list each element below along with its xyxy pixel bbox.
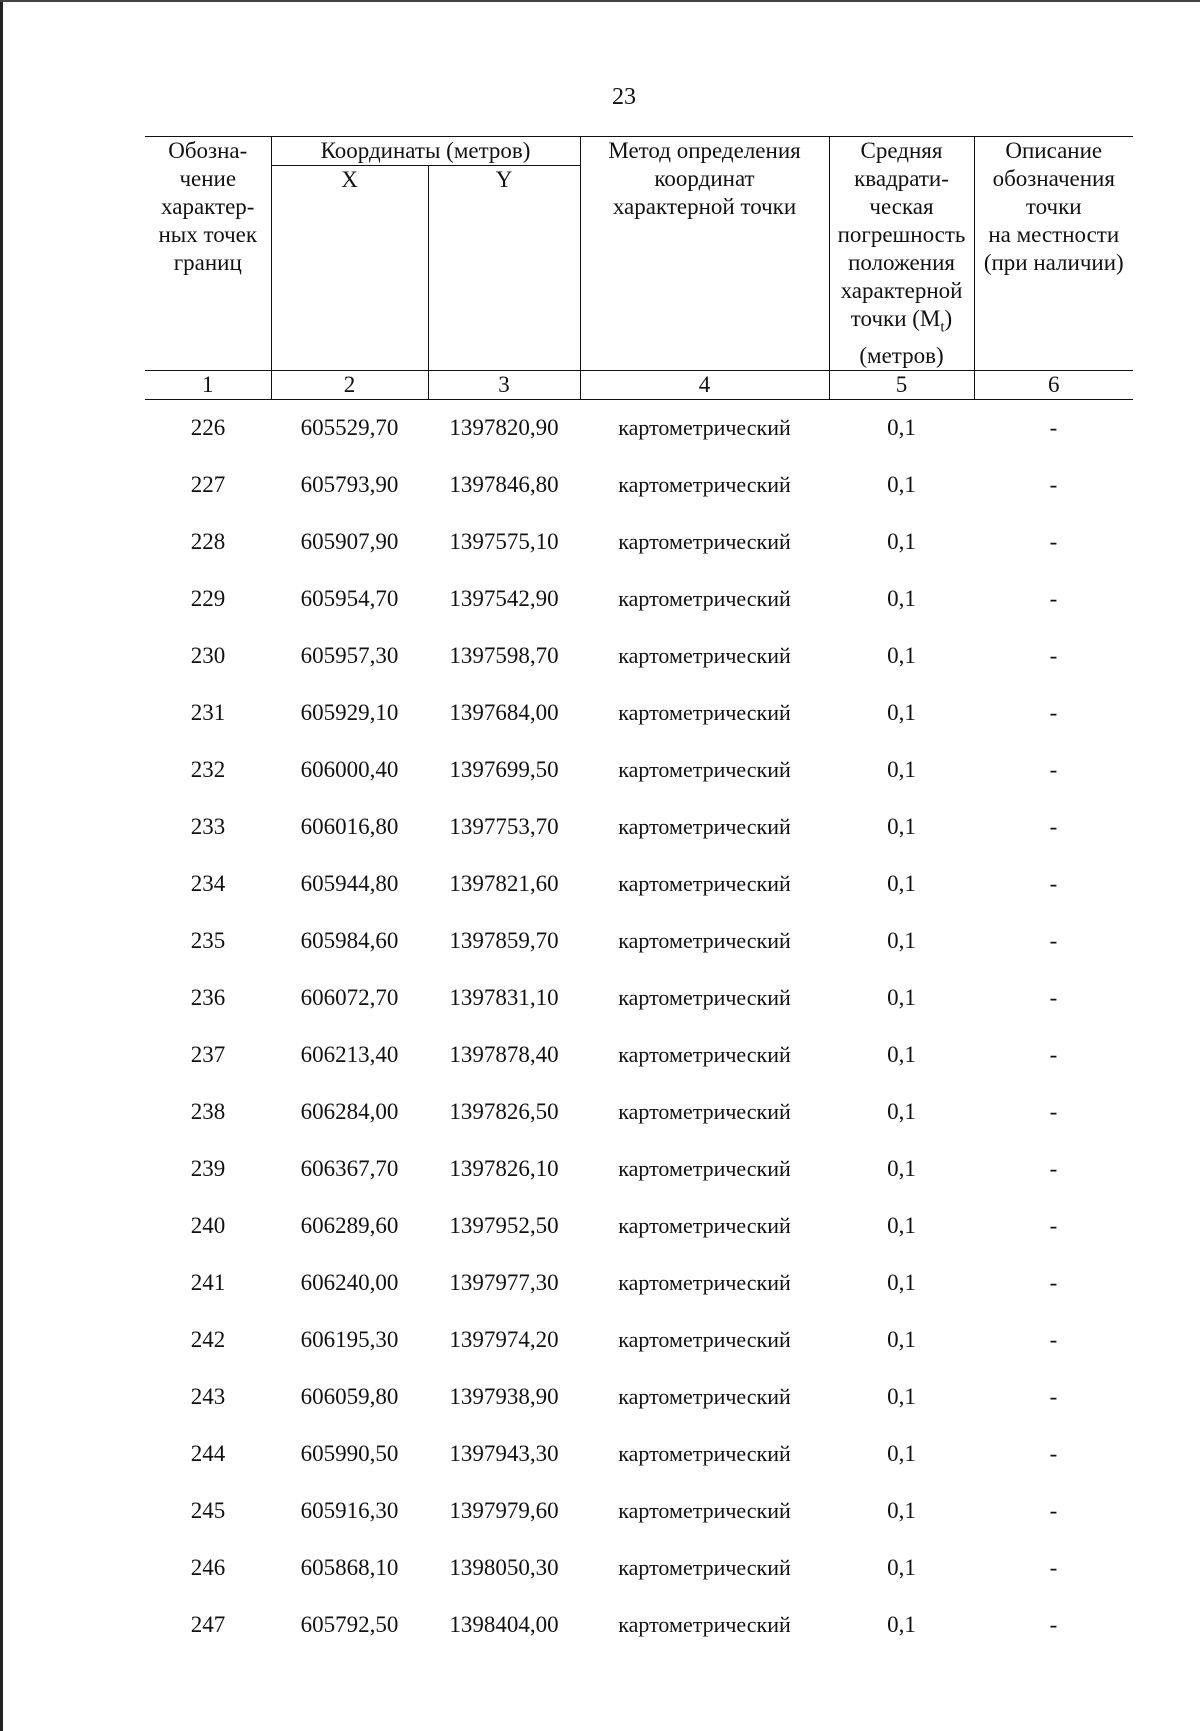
table-row	[145, 1426, 1133, 1483]
error-value-cell: 0,1	[887, 1099, 916, 1125]
x-coordinate-cell: 605907,90	[300, 529, 399, 555]
point-designation-cell: 237	[190, 1042, 226, 1068]
y-coordinate-cell: 1397820,90	[449, 415, 559, 441]
error-value-cell: 0,1	[887, 1384, 916, 1410]
y-coordinate-cell: 1397979,60	[449, 1498, 559, 1524]
header-point-designation: Обозна- чение характер- ных точек границ	[145, 137, 271, 371]
method-cell: картометрический	[618, 928, 791, 954]
y-coordinate-cell: 1397699,50	[449, 757, 559, 783]
error-value-cell: 0,1	[887, 586, 916, 612]
method-cell: картометрический	[618, 871, 791, 897]
point-designation-cell: 243	[190, 1384, 226, 1410]
method-cell: картометрический	[618, 1042, 791, 1068]
error-value-cell: 0,1	[887, 814, 916, 840]
coordinates-table	[145, 136, 1133, 1654]
method-cell: картометрический	[618, 1156, 791, 1182]
y-coordinate-cell: 1397846,80	[449, 472, 559, 498]
y-coordinate-cell: 1397878,40	[449, 1042, 559, 1068]
x-coordinate-cell: 605957,30	[300, 643, 399, 669]
description-cell: -	[1049, 1612, 1058, 1638]
error-value-cell: 0,1	[887, 1441, 916, 1467]
table-row	[145, 1483, 1133, 1540]
error-value-cell: 0,1	[887, 871, 916, 897]
x-coordinate-cell: 606000,40	[300, 757, 399, 783]
y-coordinate-cell: 1398050,30	[449, 1555, 559, 1581]
error-value-cell: 0,1	[887, 1156, 916, 1182]
error-value-cell: 0,1	[887, 700, 916, 726]
point-designation-cell: 234	[190, 871, 226, 897]
method-cell: картометрический	[618, 1555, 791, 1581]
table-row	[145, 742, 1133, 799]
description-cell: -	[1049, 1099, 1058, 1125]
method-cell: картометрический	[618, 472, 791, 498]
description-cell: -	[1049, 1327, 1058, 1353]
description-cell: -	[1049, 700, 1058, 726]
description-cell: -	[1049, 928, 1058, 954]
point-designation-cell: 246	[190, 1555, 226, 1581]
y-coordinate-cell: 1397575,10	[449, 529, 559, 555]
table-row	[145, 1540, 1133, 1597]
point-designation-cell: 231	[190, 700, 226, 726]
column-number: 3	[428, 370, 580, 399]
method-cell: картометрический	[618, 985, 791, 1011]
point-designation-cell: 229	[190, 586, 226, 612]
y-coordinate-cell: 1397542,90	[449, 586, 559, 612]
x-coordinate-cell: 606195,30	[300, 1327, 399, 1353]
y-coordinate-cell: 1397952,50	[449, 1213, 559, 1239]
x-coordinate-cell: 605944,80	[300, 871, 399, 897]
point-designation-cell: 238	[190, 1099, 226, 1125]
y-coordinate-cell: 1397753,70	[449, 814, 559, 840]
y-coordinate-cell: 1397859,70	[449, 928, 559, 954]
column-numbering-row	[145, 370, 1133, 399]
point-designation-cell: 239	[190, 1156, 226, 1182]
x-coordinate-cell: 606213,40	[300, 1042, 399, 1068]
error-value-cell: 0,1	[887, 472, 916, 498]
header-method: Метод определения координат характерной точки	[580, 137, 829, 371]
x-coordinate-cell: 605929,10	[300, 700, 399, 726]
y-coordinate-cell: 1397826,10	[449, 1156, 559, 1182]
y-coordinate-cell: 1398404,00	[449, 1612, 559, 1638]
method-cell: картометрический	[618, 814, 791, 840]
scan-edge-top	[0, 0, 1200, 2]
point-designation-cell: 227	[190, 472, 226, 498]
point-designation-cell: 242	[190, 1327, 226, 1353]
header-description: Описание обозначения точки на местности (при наличии)	[974, 137, 1133, 371]
table-row	[145, 970, 1133, 1027]
point-designation-cell: 235	[190, 928, 226, 954]
method-cell: картометрический	[618, 415, 791, 441]
error-value-cell: 0,1	[887, 1498, 916, 1524]
table-row	[145, 1255, 1133, 1312]
point-designation-cell: 245	[190, 1498, 226, 1524]
column-number: 4	[580, 370, 829, 399]
method-cell: картометрический	[618, 1270, 791, 1296]
description-cell: -	[1049, 757, 1058, 783]
x-coordinate-cell: 606059,80	[300, 1384, 399, 1410]
table-header	[145, 137, 1133, 400]
description-cell: -	[1049, 643, 1058, 669]
x-coordinate-cell: 606284,00	[300, 1099, 399, 1125]
description-cell: -	[1049, 1384, 1058, 1410]
y-coordinate-cell: 1397974,20	[449, 1327, 559, 1353]
table-row	[145, 1369, 1133, 1426]
method-cell: картометрический	[618, 1384, 791, 1410]
method-cell: картометрический	[618, 1612, 791, 1638]
description-cell: -	[1049, 1213, 1058, 1239]
description-cell: -	[1049, 415, 1058, 441]
table-row	[145, 514, 1133, 571]
y-coordinate-cell: 1397938,90	[449, 1384, 559, 1410]
x-coordinate-cell: 605792,50	[300, 1612, 399, 1638]
table-row	[145, 1198, 1133, 1255]
description-cell: -	[1049, 472, 1058, 498]
table-row	[145, 799, 1133, 856]
x-coordinate-cell: 605916,30	[300, 1498, 399, 1524]
table-row	[145, 1084, 1133, 1141]
y-coordinate-cell: 1397977,30	[449, 1270, 559, 1296]
x-coordinate-cell: 606072,70	[300, 985, 399, 1011]
table-row	[145, 1027, 1133, 1084]
point-designation-cell: 226	[190, 415, 226, 441]
table-row	[145, 1141, 1133, 1198]
table-body	[145, 399, 1133, 1654]
error-value-cell: 0,1	[887, 1555, 916, 1581]
method-cell: картометрический	[618, 1099, 791, 1125]
error-value-cell: 0,1	[887, 1270, 916, 1296]
column-number: 6	[974, 370, 1133, 399]
y-coordinate-cell: 1397598,70	[449, 643, 559, 669]
description-cell: -	[1049, 1498, 1058, 1524]
error-value-cell: 0,1	[887, 643, 916, 669]
description-cell: -	[1049, 529, 1058, 555]
y-coordinate-cell: 1397831,10	[449, 985, 559, 1011]
y-coordinate-cell: 1397943,30	[449, 1441, 559, 1467]
table-row	[145, 1312, 1133, 1369]
y-coordinate-cell: 1397826,50	[449, 1099, 559, 1125]
description-cell: -	[1049, 1042, 1058, 1068]
description-cell: -	[1049, 814, 1058, 840]
method-cell: картометрический	[618, 1498, 791, 1524]
x-coordinate-cell: 606016,80	[300, 814, 399, 840]
page-number: 23	[612, 84, 636, 110]
x-coordinate-cell: 605990,50	[300, 1441, 399, 1467]
error-value-cell: 0,1	[887, 415, 916, 441]
column-number: 1	[145, 370, 271, 399]
x-coordinate-cell: 605954,70	[300, 586, 399, 612]
column-number: 5	[829, 370, 974, 399]
header-x: X	[271, 166, 428, 371]
header-mean-square-error: Средняя квадрати- ческая погрешность положения характерной точки $(M_t)$ (метров)	[829, 137, 974, 371]
description-cell: -	[1049, 871, 1058, 897]
method-cell: картометрический	[618, 1441, 791, 1467]
column-number: 2	[271, 370, 428, 399]
error-value-cell: 0,1	[887, 985, 916, 1011]
error-value-cell: 0,1	[887, 1327, 916, 1353]
method-cell: картометрический	[618, 757, 791, 783]
table-row	[145, 399, 1133, 457]
header-coordinates-group: Координаты (метров)	[271, 137, 580, 166]
error-value-cell: 0,1	[887, 757, 916, 783]
scan-edge-left	[0, 0, 3, 1731]
error-value-cell: 0,1	[887, 529, 916, 555]
method-cell: картометрический	[618, 586, 791, 612]
error-value-cell: 0,1	[887, 1612, 916, 1638]
point-designation-cell: 241	[190, 1270, 226, 1296]
description-cell: -	[1049, 985, 1058, 1011]
x-coordinate-cell: 605793,90	[300, 472, 399, 498]
description-cell: -	[1049, 1441, 1058, 1467]
point-designation-cell: 236	[190, 985, 226, 1011]
description-cell: -	[1049, 1156, 1058, 1182]
error-value-cell: 0,1	[887, 1213, 916, 1239]
method-cell: картометрический	[618, 643, 791, 669]
x-coordinate-cell: 606367,70	[300, 1156, 399, 1182]
point-designation-cell: 230	[190, 643, 226, 669]
method-cell: картометрический	[618, 1327, 791, 1353]
table-row	[145, 856, 1133, 913]
method-cell: картометрический	[618, 529, 791, 555]
table-row	[145, 913, 1133, 970]
y-coordinate-cell: 1397821,60	[449, 871, 559, 897]
x-coordinate-cell: 606240,00	[300, 1270, 399, 1296]
error-value-cell: 0,1	[887, 928, 916, 954]
table-row	[145, 1597, 1133, 1654]
header-y: Y	[428, 166, 580, 371]
description-cell: -	[1049, 586, 1058, 612]
point-designation-cell: 247	[190, 1612, 226, 1638]
x-coordinate-cell: 605529,70	[300, 415, 399, 441]
description-cell: -	[1049, 1270, 1058, 1296]
x-coordinate-cell: 605868,10	[300, 1555, 399, 1581]
y-coordinate-cell: 1397684,00	[449, 700, 559, 726]
table-row	[145, 457, 1133, 514]
method-cell: картометрический	[618, 700, 791, 726]
point-designation-cell: 240	[190, 1213, 226, 1239]
method-cell: картометрический	[618, 1213, 791, 1239]
x-coordinate-cell: 605984,60	[300, 928, 399, 954]
table-row	[145, 628, 1133, 685]
point-designation-cell: 228	[190, 529, 226, 555]
point-designation-cell: 244	[190, 1441, 226, 1467]
table-row	[145, 571, 1133, 628]
error-value-cell: 0,1	[887, 1042, 916, 1068]
point-designation-cell: 232	[190, 757, 226, 783]
point-designation-cell: 233	[190, 814, 226, 840]
description-cell: -	[1049, 1555, 1058, 1581]
table-row	[145, 685, 1133, 742]
x-coordinate-cell: 606289,60	[300, 1213, 399, 1239]
